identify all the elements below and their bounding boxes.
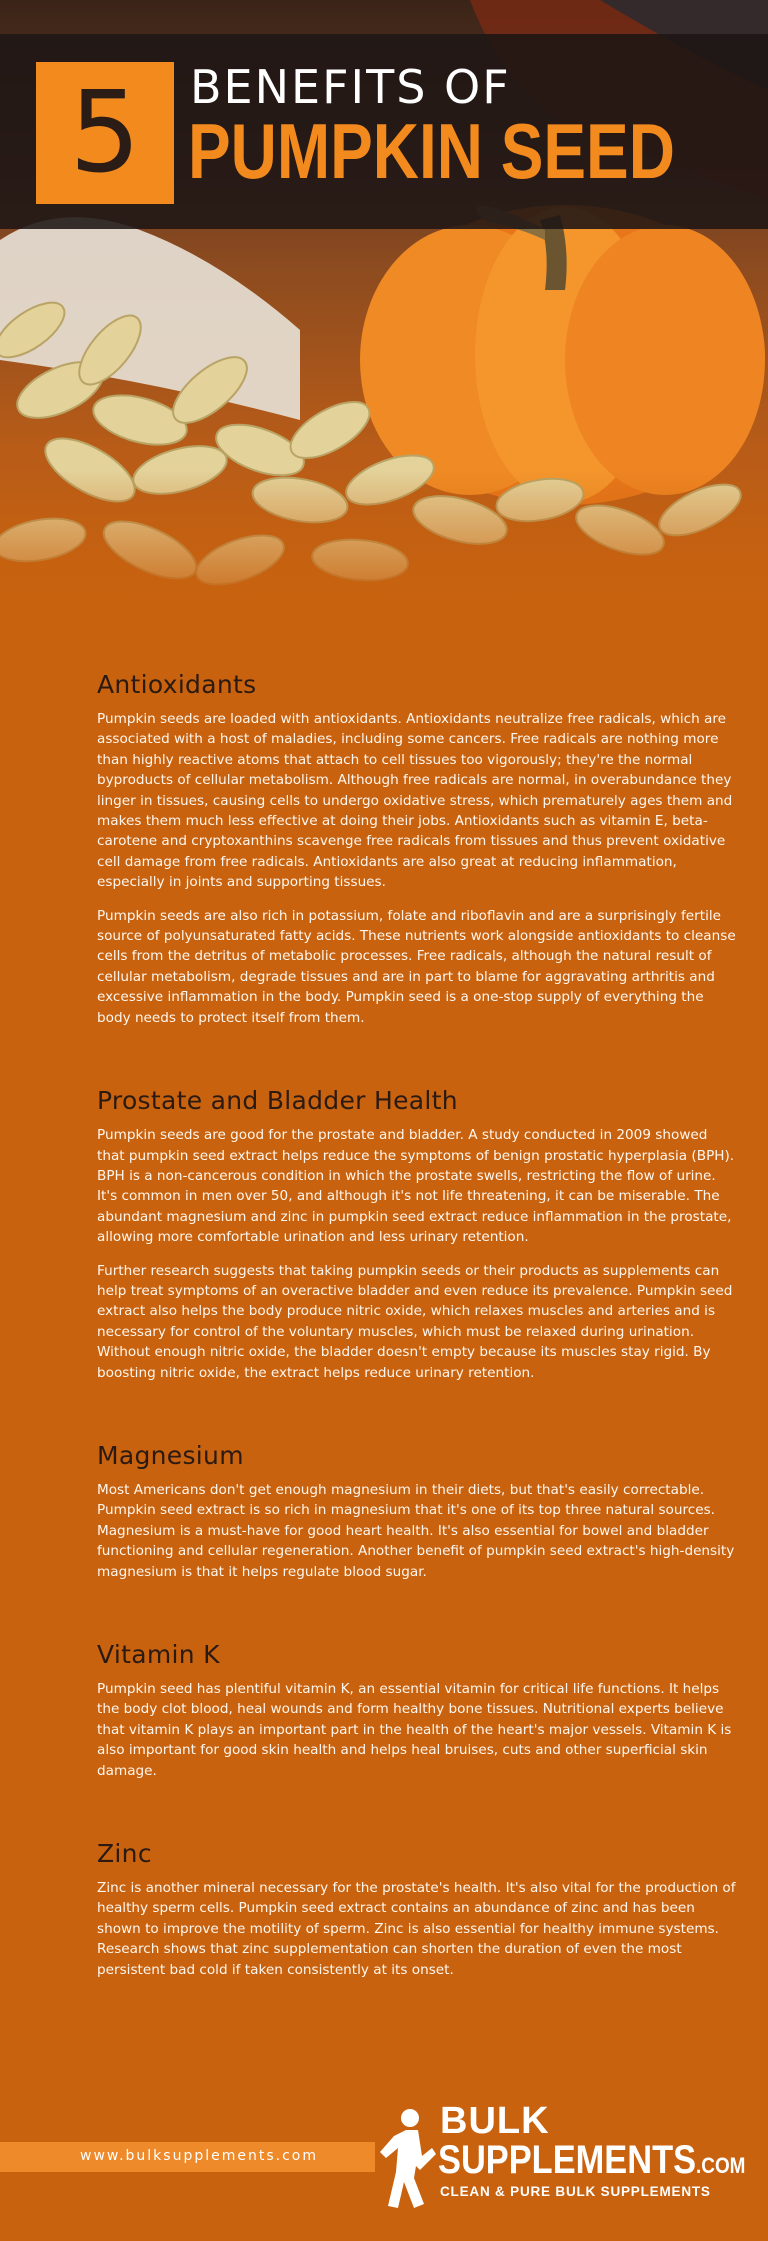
section-prostate-bladder (97, 1086, 737, 1383)
section-heading: Vitamin K (97, 1640, 220, 1669)
section-paragraph: Pumpkin seeds are also rich in potassium, folate and riboflavin and are a surprisingly fertile source of polyunsaturated fatty acids. These nutrients work alongside antioxidants to cleanse cells from the detritus of metabolic processes. Free radicals, although the natural result of cellular metabolism, degrade tissues and are in part to blame for aggravating arthritis and excessive inflammation in the body. Pumpkin seed is a one-stop supply of everything the body needs to protect itself from them. (97, 907, 736, 1026)
logo-supplements-text: SUPPLEMENTS (438, 2138, 697, 2182)
footer-url[interactable]: www.bulksupplements.com (80, 2148, 318, 2164)
section-paragraph: Zinc is another mineral necessary for the prostate's health. It's also vital for the production of healthy sperm cells. Pumpkin seed extract contains an abundance of zinc and has been shown to improve the motility of sperm. Zinc is also essential for healthy immune systems. Research shows that zinc supplementation can shorten the duration of even the most persistent bad cold if taken consistently at its onset. (97, 1880, 736, 1978)
section-vitamin-k (97, 1640, 737, 1781)
section-magnesium (97, 1441, 737, 1582)
section-antioxidants (97, 670, 737, 1028)
section-paragraph: Pumpkin seed has plentiful vitamin K, an essential vitamin for critical life functions. It helps the body clot blood, heal wounds and form healthy bone tissues. Nutritional experts believe that vitamin K plays an important part in the health of the heart's major vessels. Vitamin K is also important for good skin health and helps heal bruises, cuts and other superficial skin damage. (97, 1681, 732, 1779)
section-paragraph: Pumpkin seeds are loaded with antioxidants. Antioxidants neutralize free radicals, which are associated with a host of maladies, including some cancers. Free radicals are nothing more than highly reactive atoms that attach to cell tissues too vigorously; they're the normal byproducts of cellular metabolism. Although free radicals are normal, in overabundance they linger in tissues, causing cells to undergo oxidative stress, which prematurely ages them and makes them much less effective at doing their jobs. Antioxidants such as vitamin E, beta-carotene and cryptoxanthins scavenge free radicals from tissues and thus prevent oxidative cell damage from free radicals. Antioxidants are also great at reducing inflammation, especially in joints and supporting tissues. (97, 711, 733, 891)
section-heading: Prostate and Bladder Health (97, 1086, 458, 1116)
section-heading: Magnesium (97, 1440, 244, 1470)
title-line-2: PUMPKIN SEED (188, 107, 675, 195)
section-heading: Zinc (97, 1839, 152, 1869)
article-content (97, 670, 737, 2038)
section-zinc (97, 1839, 737, 1980)
logo-tagline: CLEAN & PURE BULK SUPPLEMENTS (440, 2184, 711, 2199)
hero-fade (0, 470, 768, 640)
section-paragraph: Pumpkin seeds are good for the prostate and bladder. A study conducted in 2009 showed that pumpkin seed extract helps reduce the symptoms of benign prostatic hyperplasia (BPH). BPH is a non-cancerous condition in which the prostate swells, restricting the flow of urine. It's common in men over 50, and although it's not life threatening, it can be miserable. The abundant magnesium and zinc in pumpkin seed extract reduce inflammation in the prostate, allowing more comfortable urination and less urinary retention. (97, 1127, 735, 1246)
section-paragraph: Most Americans don't get enough magnesium in their diets, but that's easily correctable. Pumpkin seed extract is so rich in magnesium that it's one of its top three natural sources. Magnesium is a must-have for good heart health. It's also essential for bowel and bladder functioning and cellular regeneration. Another benefit of pumpkin seed extract's high-density magnesium is that it helps regulate blood sugar. (97, 1481, 735, 1580)
number-badge (36, 62, 174, 204)
logo-bulk: BULK (440, 2100, 550, 2142)
logo-com: .COM (696, 2153, 746, 2178)
runner-icon (380, 2108, 436, 2208)
logo-supplements (438, 2140, 745, 2180)
number-text: 5 (69, 68, 141, 198)
section-heading: Antioxidants (97, 670, 257, 699)
section-paragraph: Further research suggests that taking pumpkin seeds or their products as supplements can help treat symptoms of an overactive bladder and even reduce its prevalence. Pumpkin seed extract also helps the body produce nitric oxide, which relaxes muscles and arteries and is necessary for control of the voluntary muscles, which must be relaxed during urination. Without enough nitric oxide, the bladder doesn't empty because its muscles stay rigid. By boosting nitric oxide, the extract helps reduce urinary retention. (97, 1262, 733, 1381)
title-line-1: BENEFITS OF (190, 60, 511, 114)
